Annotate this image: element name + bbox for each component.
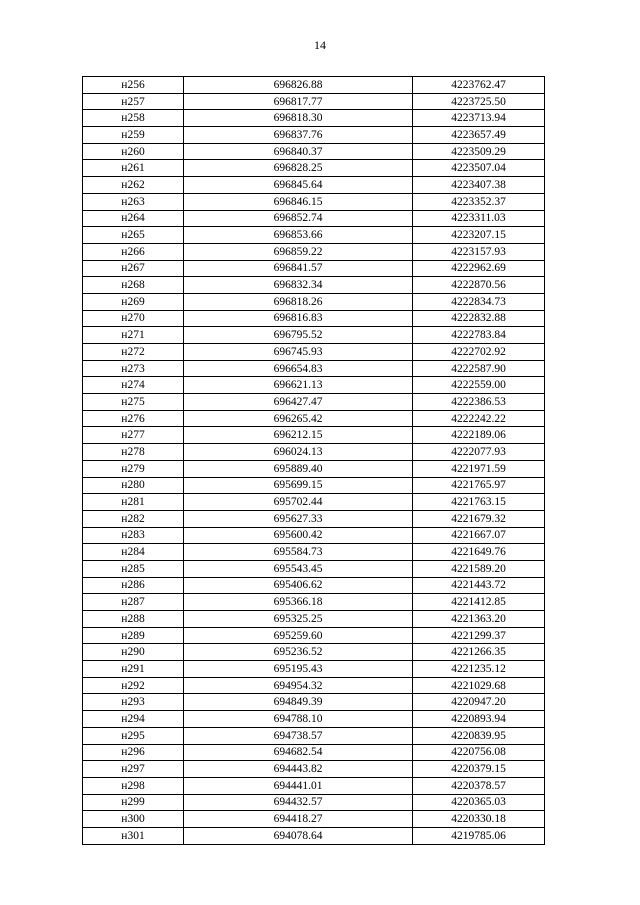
point-label-cell: н272 bbox=[83, 344, 184, 361]
table-row bbox=[83, 77, 545, 94]
x-coordinate-cell: 695543.45 bbox=[184, 560, 413, 577]
x-coordinate-cell: 696832.34 bbox=[184, 277, 413, 294]
x-coordinate-cell: 696745.93 bbox=[184, 344, 413, 361]
point-label-cell: н294 bbox=[83, 711, 184, 728]
point-label-cell: н293 bbox=[83, 694, 184, 711]
table-row bbox=[83, 93, 545, 110]
table-row bbox=[83, 310, 545, 327]
x-coordinate-cell: 695259.60 bbox=[184, 627, 413, 644]
coordinates-table-body bbox=[83, 77, 545, 845]
point-label-cell: н263 bbox=[83, 193, 184, 210]
x-coordinate-cell: 696828.25 bbox=[184, 160, 413, 177]
x-coordinate-cell: 696654.83 bbox=[184, 360, 413, 377]
table-row bbox=[83, 127, 545, 144]
y-coordinate-cell: 4222242.22 bbox=[413, 410, 545, 427]
table-row bbox=[83, 293, 545, 310]
x-coordinate-cell: 694418.27 bbox=[184, 811, 413, 828]
table-row bbox=[83, 744, 545, 761]
x-coordinate-cell: 694738.57 bbox=[184, 727, 413, 744]
table-row bbox=[83, 794, 545, 811]
table-row bbox=[83, 510, 545, 527]
y-coordinate-cell: 4223407.38 bbox=[413, 177, 545, 194]
table-row bbox=[83, 410, 545, 427]
y-coordinate-cell: 4219785.06 bbox=[413, 827, 545, 844]
table-row bbox=[83, 110, 545, 127]
point-label-cell: н258 bbox=[83, 110, 184, 127]
table-row bbox=[83, 544, 545, 561]
point-label-cell: н260 bbox=[83, 143, 184, 160]
table-row bbox=[83, 360, 545, 377]
point-label-cell: н265 bbox=[83, 227, 184, 244]
table-row bbox=[83, 394, 545, 411]
y-coordinate-cell: 4222870.56 bbox=[413, 277, 545, 294]
y-coordinate-cell: 4220330.18 bbox=[413, 811, 545, 828]
table-row bbox=[83, 694, 545, 711]
point-label-cell: н257 bbox=[83, 93, 184, 110]
table-row bbox=[83, 777, 545, 794]
y-coordinate-cell: 4221299.37 bbox=[413, 627, 545, 644]
x-coordinate-cell: 695325.25 bbox=[184, 611, 413, 628]
point-label-cell: н256 bbox=[83, 77, 184, 94]
table-row bbox=[83, 143, 545, 160]
table-row bbox=[83, 160, 545, 177]
x-coordinate-cell: 695236.52 bbox=[184, 644, 413, 661]
x-coordinate-cell: 696852.74 bbox=[184, 210, 413, 227]
y-coordinate-cell: 4221589.20 bbox=[413, 560, 545, 577]
x-coordinate-cell: 696816.83 bbox=[184, 310, 413, 327]
x-coordinate-cell: 694849.39 bbox=[184, 694, 413, 711]
point-label-cell: н288 bbox=[83, 611, 184, 628]
x-coordinate-cell: 695366.18 bbox=[184, 594, 413, 611]
table-row bbox=[83, 243, 545, 260]
y-coordinate-cell: 4222834.73 bbox=[413, 293, 545, 310]
table-row bbox=[83, 811, 545, 828]
table-row bbox=[83, 377, 545, 394]
x-coordinate-cell: 694443.82 bbox=[184, 761, 413, 778]
table-row bbox=[83, 594, 545, 611]
x-coordinate-cell: 695889.40 bbox=[184, 460, 413, 477]
x-coordinate-cell: 695699.15 bbox=[184, 477, 413, 494]
x-coordinate-cell: 696841.57 bbox=[184, 260, 413, 277]
point-label-cell: н268 bbox=[83, 277, 184, 294]
y-coordinate-cell: 4222189.06 bbox=[413, 427, 545, 444]
point-label-cell: н292 bbox=[83, 677, 184, 694]
x-coordinate-cell: 695406.62 bbox=[184, 577, 413, 594]
table-row bbox=[83, 444, 545, 461]
table-row bbox=[83, 727, 545, 744]
table-row bbox=[83, 344, 545, 361]
point-label-cell: н298 bbox=[83, 777, 184, 794]
table-row bbox=[83, 661, 545, 678]
y-coordinate-cell: 4223713.94 bbox=[413, 110, 545, 127]
x-coordinate-cell: 696859.22 bbox=[184, 243, 413, 260]
x-coordinate-cell: 695600.42 bbox=[184, 527, 413, 544]
x-coordinate-cell: 696212.15 bbox=[184, 427, 413, 444]
point-label-cell: н281 bbox=[83, 494, 184, 511]
y-coordinate-cell: 4221763.15 bbox=[413, 494, 545, 511]
y-coordinate-cell: 4223657.49 bbox=[413, 127, 545, 144]
x-coordinate-cell: 696846.15 bbox=[184, 193, 413, 210]
point-label-cell: н266 bbox=[83, 243, 184, 260]
point-label-cell: н275 bbox=[83, 394, 184, 411]
table-row bbox=[83, 677, 545, 694]
y-coordinate-cell: 4222783.84 bbox=[413, 327, 545, 344]
x-coordinate-cell: 696826.88 bbox=[184, 77, 413, 94]
point-label-cell: н276 bbox=[83, 410, 184, 427]
x-coordinate-cell: 696024.13 bbox=[184, 444, 413, 461]
x-coordinate-cell: 696845.64 bbox=[184, 177, 413, 194]
point-label-cell: н271 bbox=[83, 327, 184, 344]
y-coordinate-cell: 4221667.07 bbox=[413, 527, 545, 544]
table-row bbox=[83, 827, 545, 844]
point-label-cell: н278 bbox=[83, 444, 184, 461]
x-coordinate-cell: 696853.66 bbox=[184, 227, 413, 244]
x-coordinate-cell: 696840.37 bbox=[184, 143, 413, 160]
table-row bbox=[83, 460, 545, 477]
point-label-cell: н264 bbox=[83, 210, 184, 227]
coordinates-table bbox=[82, 76, 545, 845]
y-coordinate-cell: 4223509.29 bbox=[413, 143, 545, 160]
table-row bbox=[83, 494, 545, 511]
y-coordinate-cell: 4220756.08 bbox=[413, 744, 545, 761]
point-label-cell: н284 bbox=[83, 544, 184, 561]
x-coordinate-cell: 696265.42 bbox=[184, 410, 413, 427]
table-row bbox=[83, 761, 545, 778]
y-coordinate-cell: 4220379.15 bbox=[413, 761, 545, 778]
y-coordinate-cell: 4220378.57 bbox=[413, 777, 545, 794]
point-label-cell: н291 bbox=[83, 661, 184, 678]
point-label-cell: н262 bbox=[83, 177, 184, 194]
point-label-cell: н277 bbox=[83, 427, 184, 444]
table-row bbox=[83, 477, 545, 494]
point-label-cell: н273 bbox=[83, 360, 184, 377]
point-label-cell: н285 bbox=[83, 560, 184, 577]
y-coordinate-cell: 4223507.04 bbox=[413, 160, 545, 177]
y-coordinate-cell: 4222962.69 bbox=[413, 260, 545, 277]
x-coordinate-cell: 694954.32 bbox=[184, 677, 413, 694]
y-coordinate-cell: 4221443.72 bbox=[413, 577, 545, 594]
x-coordinate-cell: 696837.76 bbox=[184, 127, 413, 144]
x-coordinate-cell: 696621.13 bbox=[184, 377, 413, 394]
point-label-cell: н269 bbox=[83, 293, 184, 310]
y-coordinate-cell: 4222702.92 bbox=[413, 344, 545, 361]
point-label-cell: н300 bbox=[83, 811, 184, 828]
point-label-cell: н280 bbox=[83, 477, 184, 494]
y-coordinate-cell: 4223352.37 bbox=[413, 193, 545, 210]
x-coordinate-cell: 694078.64 bbox=[184, 827, 413, 844]
y-coordinate-cell: 4220947.20 bbox=[413, 694, 545, 711]
y-coordinate-cell: 4221235.12 bbox=[413, 661, 545, 678]
table-row bbox=[83, 193, 545, 210]
x-coordinate-cell: 694682.54 bbox=[184, 744, 413, 761]
table-row bbox=[83, 611, 545, 628]
table-row bbox=[83, 260, 545, 277]
x-coordinate-cell: 694432.57 bbox=[184, 794, 413, 811]
y-coordinate-cell: 4220893.94 bbox=[413, 711, 545, 728]
x-coordinate-cell: 696818.26 bbox=[184, 293, 413, 310]
point-label-cell: н301 bbox=[83, 827, 184, 844]
y-coordinate-cell: 4222587.90 bbox=[413, 360, 545, 377]
x-coordinate-cell: 695627.33 bbox=[184, 510, 413, 527]
point-label-cell: н287 bbox=[83, 594, 184, 611]
x-coordinate-cell: 694441.01 bbox=[184, 777, 413, 794]
point-label-cell: н290 bbox=[83, 644, 184, 661]
point-label-cell: н259 bbox=[83, 127, 184, 144]
point-label-cell: н267 bbox=[83, 260, 184, 277]
x-coordinate-cell: 695702.44 bbox=[184, 494, 413, 511]
table-row bbox=[83, 527, 545, 544]
point-label-cell: н296 bbox=[83, 744, 184, 761]
x-coordinate-cell: 696795.52 bbox=[184, 327, 413, 344]
point-label-cell: н283 bbox=[83, 527, 184, 544]
point-label-cell: н286 bbox=[83, 577, 184, 594]
y-coordinate-cell: 4220839.95 bbox=[413, 727, 545, 744]
y-coordinate-cell: 4222832.88 bbox=[413, 310, 545, 327]
y-coordinate-cell: 4221679.32 bbox=[413, 510, 545, 527]
y-coordinate-cell: 4223725.50 bbox=[413, 93, 545, 110]
y-coordinate-cell: 4220365.03 bbox=[413, 794, 545, 811]
table-row bbox=[83, 327, 545, 344]
point-label-cell: н261 bbox=[83, 160, 184, 177]
y-coordinate-cell: 4222386.53 bbox=[413, 394, 545, 411]
point-label-cell: н295 bbox=[83, 727, 184, 744]
page-number: 14 bbox=[314, 38, 326, 52]
y-coordinate-cell: 4223207.15 bbox=[413, 227, 545, 244]
y-coordinate-cell: 4221266.35 bbox=[413, 644, 545, 661]
y-coordinate-cell: 4222077.93 bbox=[413, 444, 545, 461]
y-coordinate-cell: 4223311.03 bbox=[413, 210, 545, 227]
y-coordinate-cell: 4221029.68 bbox=[413, 677, 545, 694]
table-row bbox=[83, 560, 545, 577]
table-row bbox=[83, 711, 545, 728]
y-coordinate-cell: 4221649.76 bbox=[413, 544, 545, 561]
table-row bbox=[83, 210, 545, 227]
table-row bbox=[83, 277, 545, 294]
point-label-cell: н299 bbox=[83, 794, 184, 811]
y-coordinate-cell: 4222559.00 bbox=[413, 377, 545, 394]
x-coordinate-cell: 696818.30 bbox=[184, 110, 413, 127]
table-row bbox=[83, 227, 545, 244]
point-label-cell: н279 bbox=[83, 460, 184, 477]
table-row bbox=[83, 644, 545, 661]
x-coordinate-cell: 696817.77 bbox=[184, 93, 413, 110]
y-coordinate-cell: 4221765.97 bbox=[413, 477, 545, 494]
x-coordinate-cell: 695195.43 bbox=[184, 661, 413, 678]
y-coordinate-cell: 4221412.85 bbox=[413, 594, 545, 611]
y-coordinate-cell: 4221971.59 bbox=[413, 460, 545, 477]
point-label-cell: н274 bbox=[83, 377, 184, 394]
table-row bbox=[83, 627, 545, 644]
table-row bbox=[83, 577, 545, 594]
y-coordinate-cell: 4223762.47 bbox=[413, 77, 545, 94]
table-row bbox=[83, 427, 545, 444]
point-label-cell: н289 bbox=[83, 627, 184, 644]
y-coordinate-cell: 4221363.20 bbox=[413, 611, 545, 628]
x-coordinate-cell: 695584.73 bbox=[184, 544, 413, 561]
table-row bbox=[83, 177, 545, 194]
y-coordinate-cell: 4223157.93 bbox=[413, 243, 545, 260]
point-label-cell: н297 bbox=[83, 761, 184, 778]
point-label-cell: н270 bbox=[83, 310, 184, 327]
point-label-cell: н282 bbox=[83, 510, 184, 527]
x-coordinate-cell: 694788.10 bbox=[184, 711, 413, 728]
x-coordinate-cell: 696427.47 bbox=[184, 394, 413, 411]
